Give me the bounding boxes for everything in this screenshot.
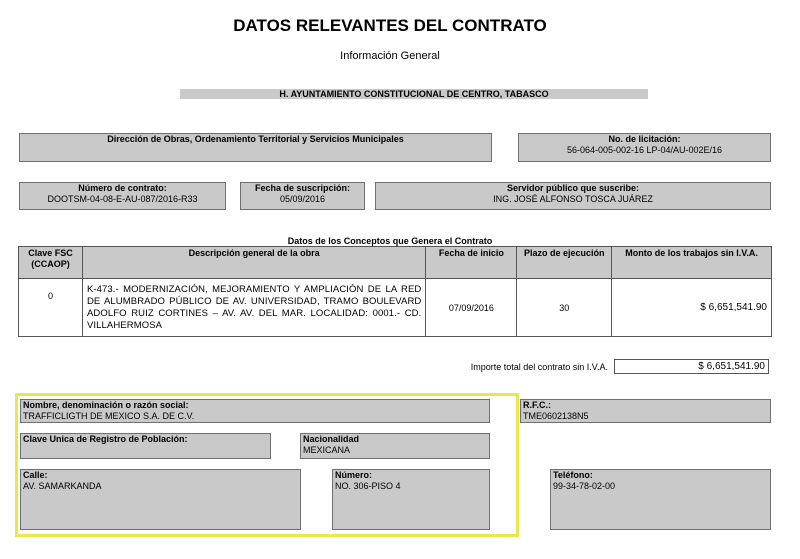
col-header-plazo: Plazo de ejecución [517,247,612,279]
page-subtitle: Información General [340,50,440,62]
curp-box [20,433,271,459]
telefono-label: Teléfono: [553,470,593,480]
calle-label: Calle: [23,470,48,480]
curp-label: Clave Unica de Registro de Población: [23,434,188,444]
cell-descripcion: K-473.- MODERNIZACIÓN, MEJORAMIENTO Y AMPLIACIÓN DE LA RED DE ALUMBRADO PÚBLICO DE AV. UNIVERSIDAD, TRAMO BOULEVARD ADOLFO RUIZ CORTINES – AV. AV. DEL MAR. LOCALIDAD: 0001.- CD. VILLAHERMOSA [82,279,425,337]
cell-monto: $ 6,651,541.90 [612,279,772,337]
nombre-value: TRAFFICLIGTH DE MEXICO S.A. DE C.V. [23,411,195,421]
concepts-caption: Datos de los Conceptos que Genera el Contrato [287,236,493,246]
licitacion-value: 56-064-005-002-16 LP-04/AU-002E/16 [566,145,723,155]
cell-plazo: 30 [517,279,612,337]
suscripcion-value: 05/09/2016 [279,194,326,204]
servidor-value: ING. JOSÉ ALFONSO TOSCA JUÁREZ [493,194,653,204]
licitacion-label: No. de licitación: [608,134,681,144]
calle-value: AV. SAMARKANDA [23,481,102,491]
col-header-monto: Monto de los trabajos sin I.V.A. [612,247,772,279]
total-label: Importe total del contrato sin I.V.A. [470,362,608,372]
servidor-label: Servidor público que suscribe: [506,183,640,193]
direccion-label: Dirección de Obras, Ordenamiento Territorial y Servicios Municipales [107,134,404,144]
total-value: $ 6,651,541.90 [614,359,769,374]
rfc-value: TME0602138N5 [523,411,589,421]
rfc-box [520,399,771,423]
contrato-box [19,182,226,210]
concepts-header-row [19,247,772,279]
telefono-value: 99-34-78-02-00 [553,481,616,491]
concepts-table [18,246,772,337]
direccion-box [19,133,492,162]
cell-fecha: 07/09/2016 [426,279,517,337]
contrato-value: DOOTSM-04-08-E-AU-087/2016-R33 [47,194,198,204]
calle-box [20,469,301,530]
numero-value: NO. 306-PISO 4 [335,481,401,491]
page-title: DATOS RELEVANTES DEL CONTRATO [233,16,547,35]
col-header-clave: Clave FSC (CCAOP) [19,247,83,279]
nombre-box [20,399,490,423]
suscripcion-box [240,182,365,210]
telefono-box [550,469,771,530]
contrato-label: Número de contrato: [78,183,167,193]
col-header-descripcion: Descripción general de la obra [82,247,425,279]
nacionalidad-box [300,433,490,459]
entity-name: H. AYUNTAMIENTO CONSTITUCIONAL DE CENTRO, TABASCO [279,89,549,99]
nacionalidad-value: MEXICANA [303,445,351,455]
suscripcion-label: Fecha de suscripción: [254,183,351,193]
rfc-label: R.F.C.: [523,400,551,410]
table-row [19,279,772,337]
numero-label: Número: [335,470,373,480]
numero-box [332,469,490,530]
servidor-box [375,182,771,210]
licitacion-box [518,133,771,162]
col-header-fecha: Fecha de inicio [426,247,517,279]
nacionalidad-label: Nacionalidad [303,434,360,444]
cell-clave: 0 [19,279,83,337]
entity-bar [180,89,648,99]
nombre-label: Nombre, denominación o razón social: [23,400,189,410]
